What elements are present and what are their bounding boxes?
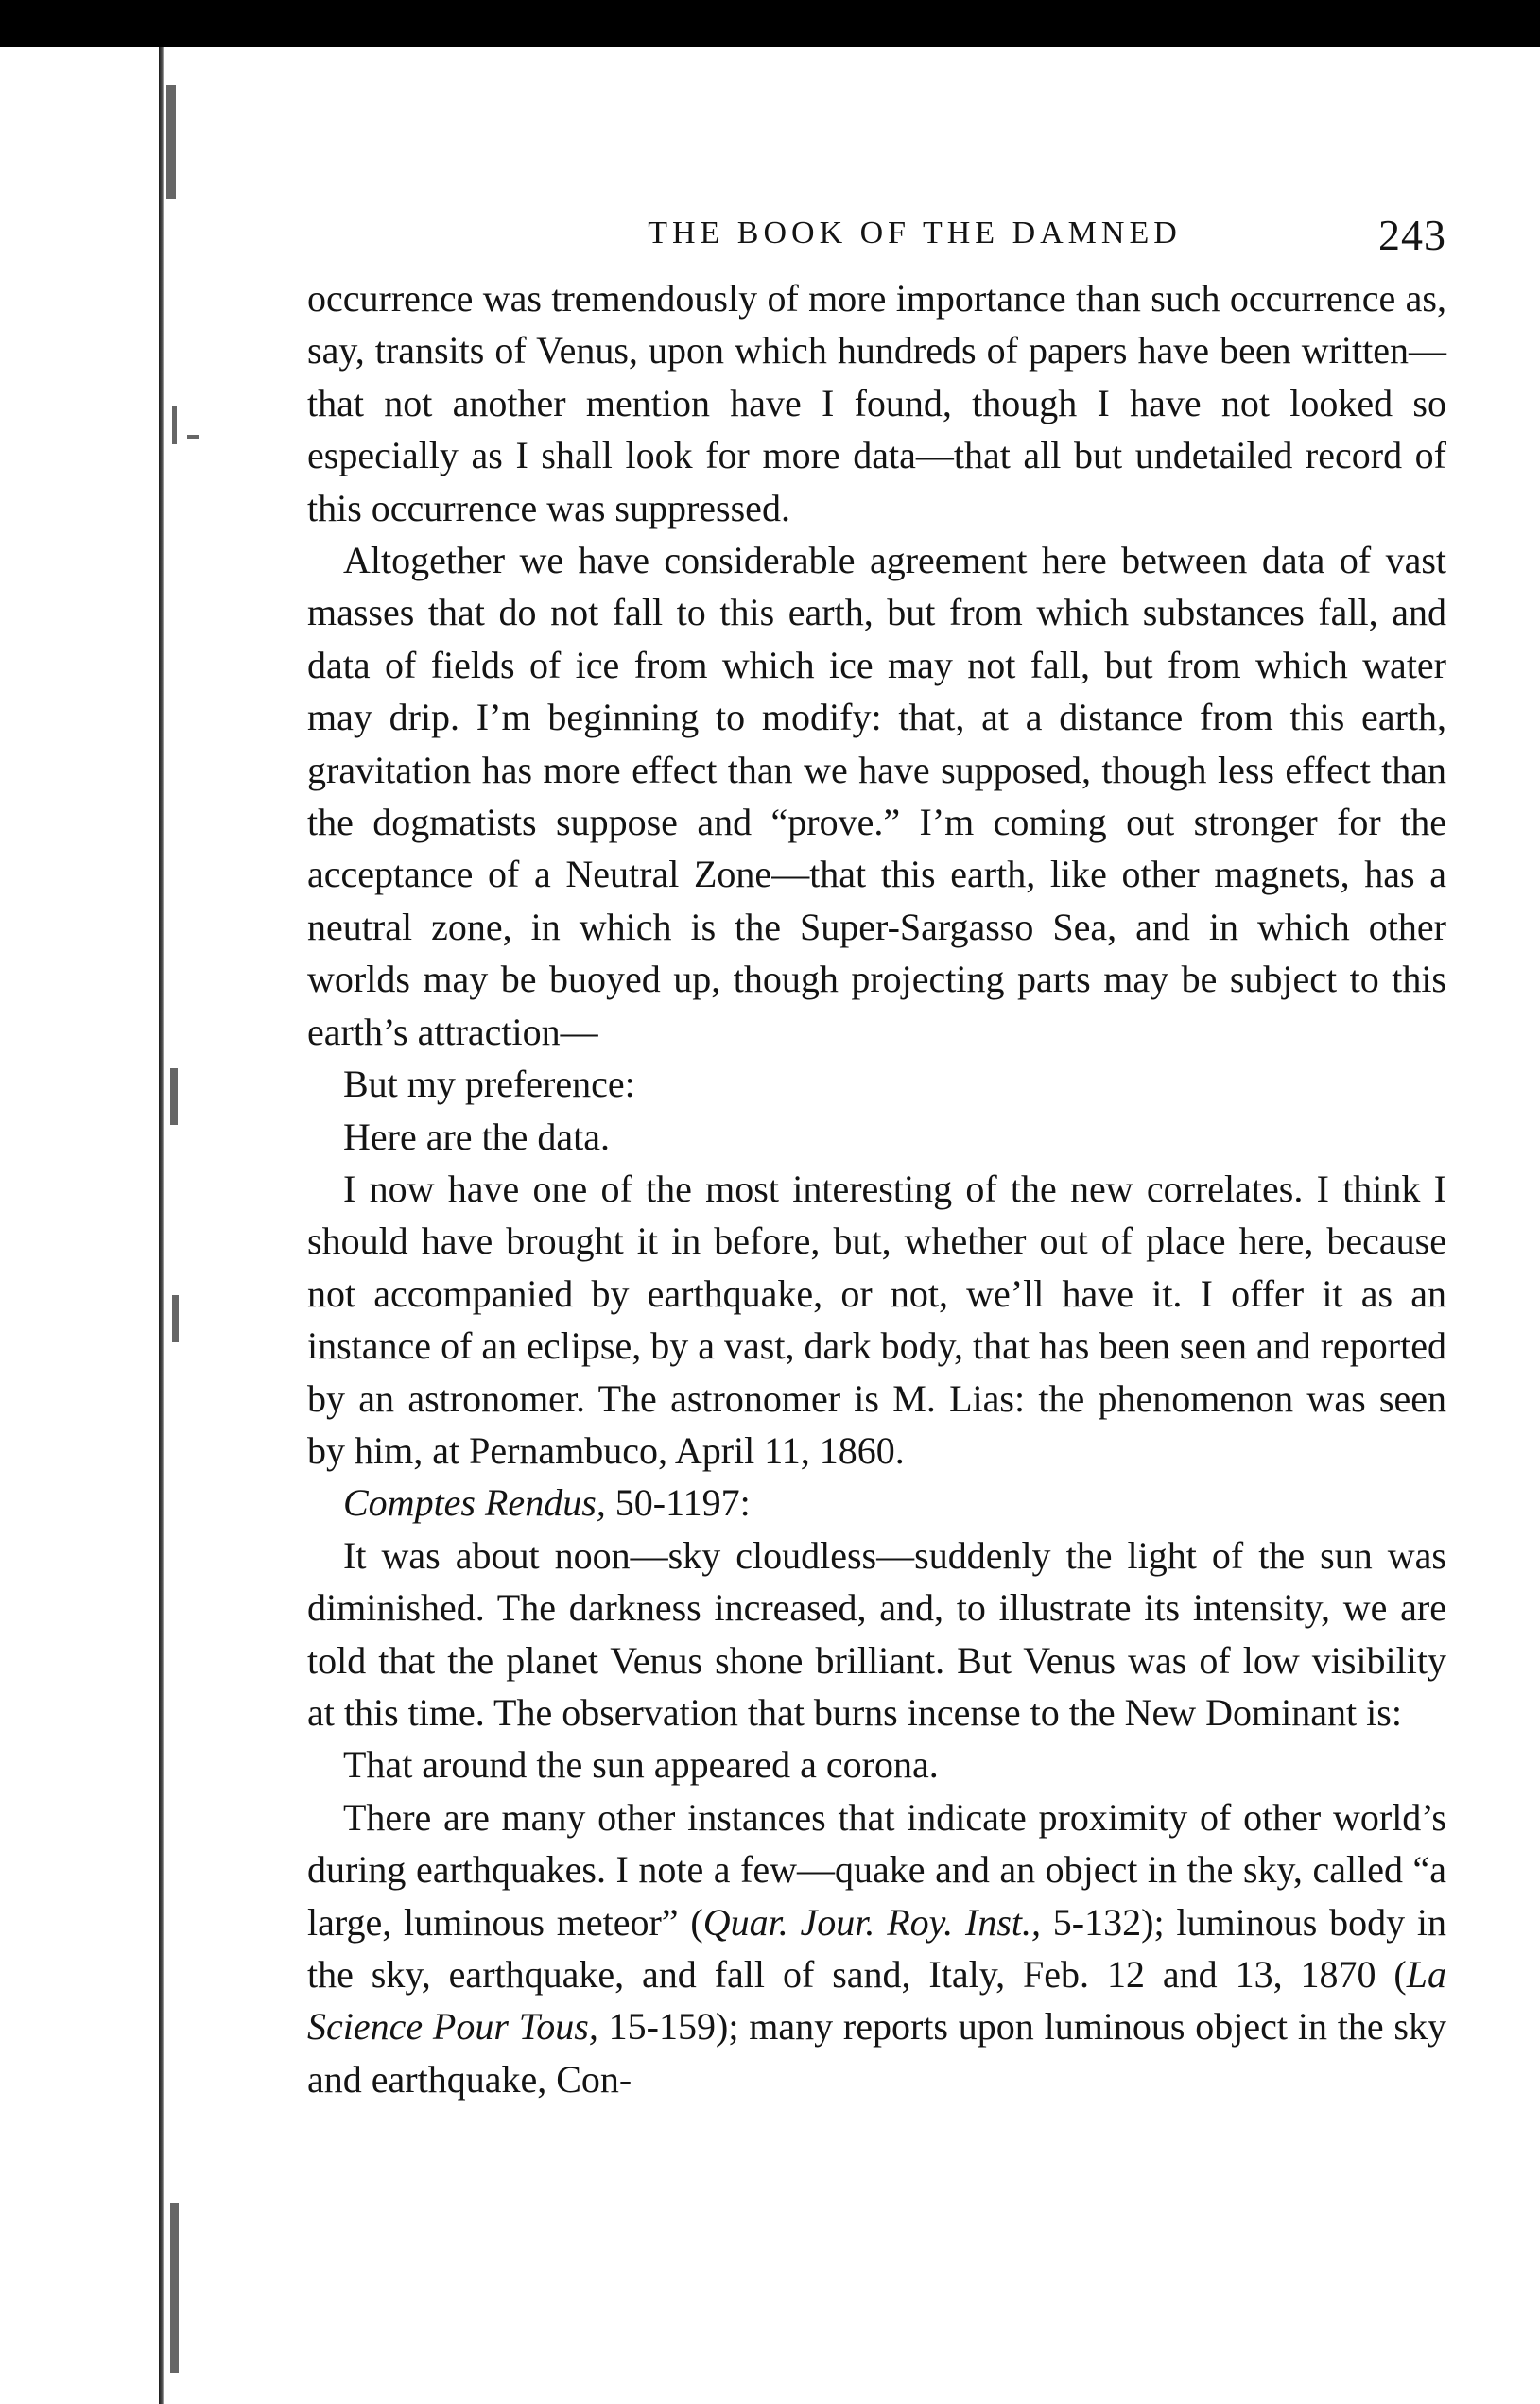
running-title: THE BOOK OF THE DAMNED	[648, 216, 1182, 251]
text-run: That around the sun appeared a corona.	[343, 1743, 939, 1787]
book-page	[307, 210, 1446, 2105]
binding-speck	[166, 85, 176, 199]
binding-speck	[170, 2203, 179, 2373]
binding-speck	[172, 1295, 179, 1342]
binding-speck	[170, 1068, 178, 1125]
paragraph	[307, 1477, 1446, 1529]
text-run: 15-159); many reports upon luminous object in the sky and earthquake, Con-	[307, 2005, 1446, 2101]
paragraph	[307, 1111, 1446, 1163]
text-run: Here are the data.	[343, 1115, 611, 1158]
scan-top-border	[0, 0, 1540, 47]
paragraph	[307, 1163, 1446, 1477]
body-text	[307, 272, 1446, 2105]
italic-citation: La Science Pour Tous,	[307, 1953, 1446, 2049]
page-binding-edge	[159, 47, 216, 2404]
binding-shadow	[159, 47, 164, 2404]
text-run: It was about noon—sky cloudless—suddenly the light of the sun was diminished. The darkness increased, and, to illustrate its intensity, we are told that the planet Venus shone brilliant. But Venus was of low visibility at this time. The observation that burns incense to the New Dominant is:	[307, 1533, 1446, 1734]
page-number: 243	[1378, 211, 1446, 259]
text-run: There are many other instances that indicate proximity of other world’s during earthquakes. I note a few—quake and an object in the sky, called “a large, luminous meteor” (	[307, 1795, 1446, 1944]
text-run: But my preference:	[343, 1063, 635, 1106]
text-run: occurrence was tremendously of more importance than such occurrence as, say, transits of Venus, upon which hundreds of papers have been written—that not another mention have I found, though I have not looked so especially as I shall look for more data—that all but undetailed record of this occurrence was suppressed.	[307, 277, 1446, 529]
paragraph	[307, 1058, 1446, 1110]
text-run: 50-1197:	[605, 1481, 751, 1525]
text-run: I now have one of the most interesting of the new correlates. I think I should have brought it in before, but, whether out of place here, because not accompanied by earthquake, or not, we’ll have it. I offer it as an instance of an eclipse, by a vast, dark body, that has been seen and reported by an astronomer. The astronomer is M. Lias: the phenomenon was seen by him, at Pernambuco, April 11, 1860.	[307, 1167, 1446, 1472]
paragraph	[307, 272, 1446, 534]
italic-citation: Comptes Rendus,	[343, 1481, 606, 1525]
running-head	[307, 210, 1446, 267]
italic-citation: Quar. Jour. Roy. Inst.,	[702, 1900, 1041, 1944]
text-run: 5-132); luminous body in the sky, earthquake, and fall of sand, Italy, Feb. 12 and 13, 1870 (	[307, 1900, 1446, 1996]
paragraph	[307, 1791, 1446, 2105]
paragraph	[307, 1530, 1446, 1739]
binding-speck	[187, 435, 199, 439]
paragraph	[307, 534, 1446, 1058]
binding-speck	[172, 406, 177, 444]
text-run: Altogether we have considerable agreement here between data of vast masses that do not fall to this earth, but from which substances fall, and data of fields of ice from which ice may not fall, but from which water may drip. I’m beginning to modify: that, at a distance from this earth, gravitation has more effect than we have supposed, though less effect than the dogmatists suppose and “prove.” I’m coming out stronger for the acceptance of a Neutral Zone—that this earth, like other magnets, has a neutral zone, in which is the Super-Sargasso Sea, and in which other worlds may be buoyed up, though projecting parts may be subject to this earth’s attraction—	[307, 539, 1446, 1053]
paragraph	[307, 1738, 1446, 1790]
